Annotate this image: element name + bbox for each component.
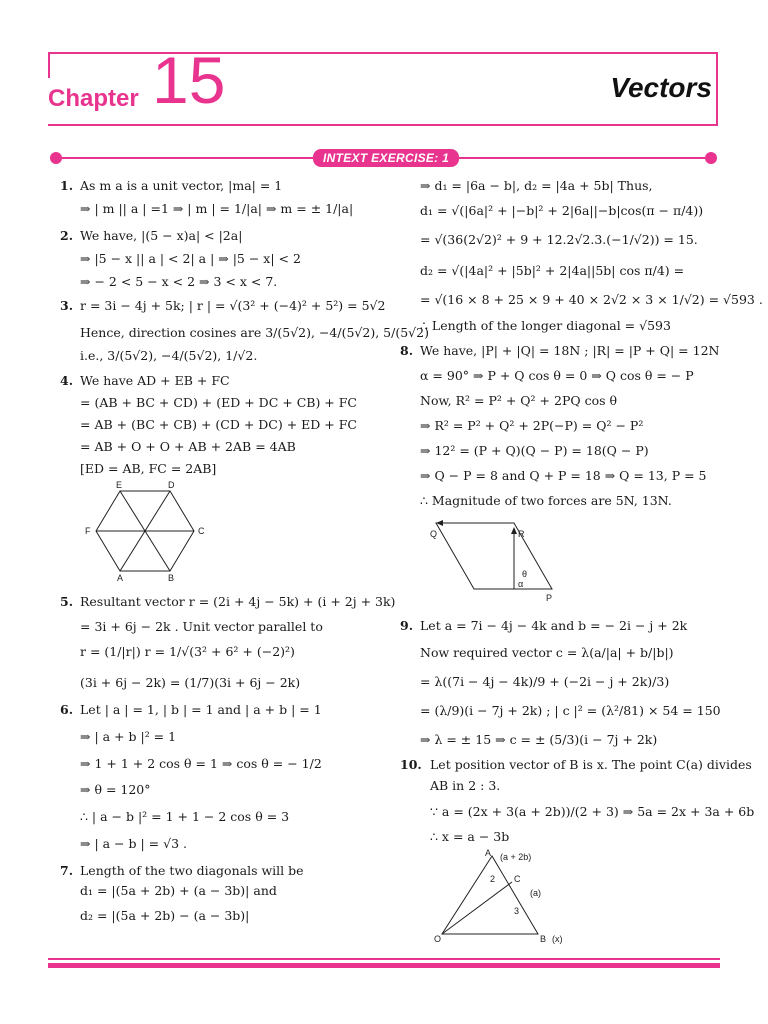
solution-line: ⇒ 12² = (P + Q)(Q − P) = 18(Q − P) <box>420 442 649 458</box>
hex-label-f: F <box>85 526 91 537</box>
solution-line: ∵ a = (2x + 3(a + 2b))/(2 + 3) ⇒ 5a = 2x + 3a + 6b <box>430 804 755 820</box>
solution-line: 5. Resultant vector r = (2i + 4j − 5k) + (i + 2j + 3k) <box>60 594 396 610</box>
solution-line: ∴ Length of the longer diagonal = √593 <box>420 318 671 334</box>
solution-line: α = 90° ⇒ P + Q cos θ = 0 ⇒ Q cos θ = − P <box>420 368 694 384</box>
hex-label-c: C <box>198 526 205 537</box>
solution-line: ⇒ Q − P = 8 and Q + P = 18 ⇒ Q = 13, P = 5 <box>420 467 707 483</box>
hex-label-b: B <box>168 573 175 582</box>
solution-line: ⇒ 1 + 1 + 2 cos θ = 1 ⇒ cos θ = − 1/2 <box>80 755 322 771</box>
tri-label-o: O <box>434 934 442 945</box>
solution-line: ⇒ λ = ± 15 ⇒ c = ± (5/3)(i − 7j + 2k) <box>420 731 658 747</box>
tri-label-2: 2 <box>490 874 496 885</box>
solution-line: ⇒ d₁ = |6a − b|, d₂ = |4a + 5b| Thus, <box>420 178 653 193</box>
solution-line: r = (1/|r|) r = 1/√(3² + 6² + (−2)²) <box>80 644 295 659</box>
solution-line: 3. r = 3i − 4j + 5k; | r | = √(3² + (−4)² + 5²) = 5√2 <box>60 298 386 314</box>
solution-line: 8. We have, |P| + |Q| = 18N ; |R| = |P + Q| = 12N <box>400 343 720 359</box>
chapter-number: 15 <box>152 43 226 117</box>
solution-line: = λ((7i − 4j − 4k)/9 + (−2i − j + 2k)/3) <box>420 674 670 689</box>
solution-line: ⇒ | m || a | =1 ⇒ | m | = 1/|a| ⇒ m = ± 1/|a| <box>80 200 354 216</box>
solution-line: = (AB + BC + CD) + (ED + DC + CB) + FC <box>80 394 357 410</box>
solution-line: d₂ = √(|4a|² + |5b|² + 2|4a||5b| cos π/4) = <box>420 262 685 278</box>
force-parallelogram-diagram <box>424 513 564 603</box>
solution-line: = √(16 × 8 + 25 × 9 + 40 × 2√2 × 3 × 1/√2) = √593 . <box>420 291 763 307</box>
tri-label-a-2b: (a + 2b) <box>500 852 532 863</box>
tri-label-c: C <box>514 874 521 885</box>
solution-line: ⇒ R² = P² + Q² + 2P(−P) = Q² − P² <box>420 417 644 433</box>
left-column <box>60 178 429 925</box>
force-label-r: R <box>518 529 525 540</box>
solution-line: = AB + (BC + CB) + (CD + DC) + ED + FC <box>80 416 357 432</box>
divider-dot-right <box>705 152 717 164</box>
solution-line: 4. We have AD + EB + FC <box>60 373 230 388</box>
hex-label-a: A <box>117 573 124 582</box>
right-column <box>400 178 763 949</box>
force-label-theta: θ <box>522 569 528 580</box>
solution-line: ∴ x = a − 3b <box>430 829 510 845</box>
solution-line: 2. We have, |(5 − x)a| < |2a| <box>60 227 243 243</box>
solution-line: (3i + 6j − 2k) = (1/7)(3i + 6j − 2k) <box>80 674 301 690</box>
divider-dot-left <box>50 152 62 164</box>
tri-label-a-vec: (a) <box>530 888 541 899</box>
solution-line: d₁ = √(|6a|² + |−b|² + 2|6a||−b|cos(π − π/4)) <box>420 202 704 218</box>
solution-line: d₁ = |(5a + 2b) + (a − 3b)| and <box>80 882 277 898</box>
tri-label-a: A <box>485 848 492 859</box>
solution-line: = (λ/9)(i − 7j + 2k) ; | c |² = (λ²/81) × 54 = 150 <box>420 702 721 718</box>
hexagon-diagram <box>82 481 212 581</box>
solution-line: ⇒ | a − b | = √3 . <box>80 836 187 852</box>
solution-line: ⇒ θ = 120° <box>80 782 151 798</box>
solution-line: AB in 2 : 3. <box>430 777 501 793</box>
force-label-p: P <box>546 593 553 604</box>
chapter-title: Vectors <box>610 72 712 103</box>
solution-line: 9. Let a = 7i − 4j − 4k and b = − 2i − j + 2k <box>400 618 688 634</box>
solution-line: ⇒ − 2 < 5 − x < 2 ⇒ 3 < x < 7. <box>80 273 278 289</box>
force-label-alpha: α <box>518 579 524 590</box>
force-label-q: Q <box>430 529 438 540</box>
solution-line: ∴ | a − b |² = 1 + 1 − 2 cos θ = 3 <box>80 809 290 825</box>
hex-label-d: D <box>168 481 175 491</box>
solution-line: = √(36(2√2)² + 9 + 12.2√2.3.(−1/√2)) = 15. <box>420 231 698 247</box>
tri-label-x: (x) <box>552 934 563 945</box>
solution-line: ⇒ | a + b |² = 1 <box>80 728 177 744</box>
solution-line: = 3i + 6j − 2k . Unit vector parallel to <box>80 619 323 635</box>
solution-line: Hence, direction cosines are 3/(5√2), −4/(5√2), 5/(5√2) <box>80 325 429 341</box>
solution-line: 6. Let | a | = 1, | b | = 1 and | a + b | = 1 <box>60 701 322 717</box>
footer-line-thin <box>48 958 720 960</box>
exercise-banner: INTEXT EXERCISE: 1 <box>313 149 459 167</box>
solution-line: 7. Length of the two diagonals will be <box>60 863 304 878</box>
solution-line: ∴ Magnitude of two forces are 5N, 13N. <box>420 492 672 508</box>
solution-line: d₂ = |(5a + 2b) − (a − 3b)| <box>80 907 250 923</box>
tri-label-3: 3 <box>514 906 520 917</box>
solution-line: = AB + O + O + AB + 2AB = 4AB <box>80 438 296 454</box>
triangle-diagram <box>430 848 580 944</box>
solution-line: ⇒ |5 − x || a | < 2| a | ⇒ |5 − x| < 2 <box>80 250 301 266</box>
tri-label-b: B <box>540 934 547 945</box>
solution-line: 10. Let position vector of B is x. The point C(a) divides <box>400 756 752 772</box>
solution-line: i.e., 3/(5√2), −4/(5√2), 1/√2. <box>80 348 258 364</box>
solution-line: Now, R² = P² + Q² + 2PQ cos θ <box>420 393 618 408</box>
solution-line: [ED = AB, FC = 2AB] <box>80 460 217 476</box>
chapter-header-tick <box>48 52 50 78</box>
footer-line-thick <box>48 963 720 968</box>
hex-label-e: E <box>116 481 123 491</box>
solution-line: 1. As m a is a unit vector, |ma| = 1 <box>60 178 283 193</box>
chapter-label: Chapter <box>48 85 139 112</box>
solution-line: Now required vector c = λ(a/|a| + b/|b|) <box>420 645 674 661</box>
